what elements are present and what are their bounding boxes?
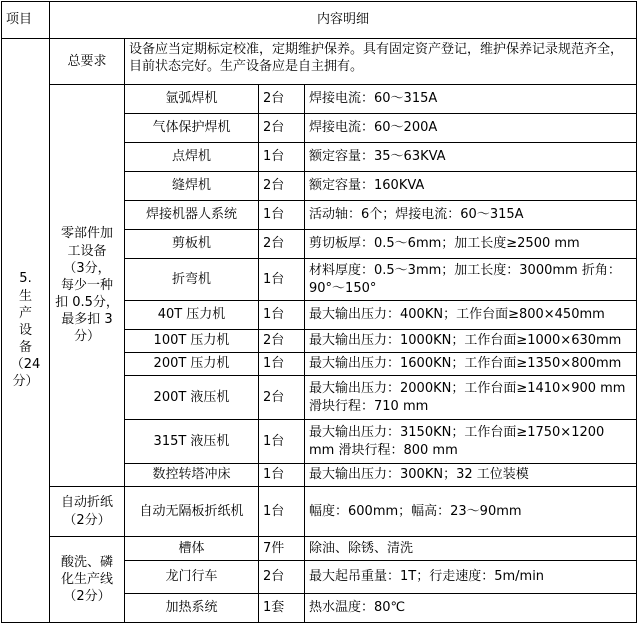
- equipment-qty: 1台: [259, 487, 305, 537]
- equipment-qty: 1台: [259, 464, 305, 487]
- equipment-spec: 最大输出压力：300KN；32 工位装模: [305, 464, 637, 487]
- equipment-qty: 2台: [259, 330, 305, 353]
- equipment-spec: 焊接电流：60～315A: [305, 85, 637, 114]
- equipment-spec: 最大起吊重量：1T；行走速度：5m/min: [305, 561, 637, 594]
- equipment-row: [2, 85, 637, 114]
- equipment-qty: 1台: [259, 143, 305, 172]
- equipment-name: 加热系统: [125, 594, 259, 623]
- equipment-name: 折弯机: [125, 259, 259, 301]
- equipment-row: [2, 537, 637, 561]
- general-label: 总要求: [50, 39, 125, 85]
- equipment-spec: 材料厚度：0.5～3mm；加工长度：3000mm 折角：90°～150°: [305, 259, 637, 301]
- equipment-name: 缝焊机: [125, 172, 259, 201]
- equipment-name: 100T 压力机: [125, 330, 259, 353]
- equipment-qty: 2台: [259, 376, 305, 420]
- equipment-qty: 1台: [259, 420, 305, 464]
- equipment-name: 200T 液压机: [125, 376, 259, 420]
- equipment-spec: 最大输出压力：1000KN；工作台面≥1000×630mm: [305, 330, 637, 353]
- equipment-name: 315T 液压机: [125, 420, 259, 464]
- equipment-spec: 最大输出压力：400KN；工作台面≥800×450mm: [305, 301, 637, 330]
- equipment-row: [2, 487, 637, 537]
- header-item: 项目: [2, 2, 50, 39]
- general-text: 设备应当定期标定校准，定期维护保养。具有固定资产登记，维护保养记录规范齐全，目前状态完好。生产设备应是自主拥有。: [125, 39, 637, 85]
- equipment-spec: 剪切板厚：0.5～6mm；加工长度≥2500 mm: [305, 230, 637, 259]
- equipment-name: 氩弧焊机: [125, 85, 259, 114]
- equipment-spec: 热水温度：80℃: [305, 594, 637, 623]
- equipment-name: 点焊机: [125, 143, 259, 172]
- equipment-spec: 幅度：600mm；幅高：23～90mm: [305, 487, 637, 537]
- equipment-name: 40T 压力机: [125, 301, 259, 330]
- equipment-spec: 最大输出压力：1600KN；工作台面≥1350×800mm: [305, 353, 637, 376]
- equipment-qty: 2台: [259, 230, 305, 259]
- section-label: 5. 生 产 设 备 （24 分）: [2, 39, 50, 623]
- equipment-qty: 1台: [259, 259, 305, 301]
- equipment-spec: 额定容量：160KVA: [305, 172, 637, 201]
- equipment-qty: 2台: [259, 114, 305, 143]
- equipment-name: 自动无隔板折纸机: [125, 487, 259, 537]
- header-content: 内容明细: [50, 2, 637, 39]
- equipment-qty: 2台: [259, 85, 305, 114]
- equipment-qty: 2台: [259, 172, 305, 201]
- group-label-parts: 零部件加 工设备 （3分， 每少一种 扣 0.5分， 最多扣 3 分）: [50, 85, 125, 487]
- equipment-table: [1, 1, 637, 623]
- equipment-spec: 最大输出压力：2000KN；工作台面≥1410×900 mm 滑块行程：710 mm: [305, 376, 637, 420]
- equipment-qty: 2台: [259, 561, 305, 594]
- equipment-name: 数控转塔冲床: [125, 464, 259, 487]
- equipment-spec: 活动轴：6个；焊接电流：60～315A: [305, 201, 637, 230]
- group-label-phosphating: 酸洗、磷 化生产线 （2分）: [50, 537, 125, 623]
- header-row: [2, 2, 637, 39]
- equipment-name: 焊接机器人系统: [125, 201, 259, 230]
- equipment-name: 200T 压力机: [125, 353, 259, 376]
- equipment-spec: 额定容量：35～63KVA: [305, 143, 637, 172]
- group-label-folding: 自动折纸 （2分）: [50, 487, 125, 537]
- general-row: [2, 39, 637, 85]
- equipment-qty: 1台: [259, 201, 305, 230]
- equipment-name: 槽体: [125, 537, 259, 561]
- equipment-spec: 最大输出压力：3150KN；工作台面≥1750×1200 mm 滑块行程：800 mm: [305, 420, 637, 464]
- equipment-qty: 7件: [259, 537, 305, 561]
- equipment-name: 龙门行车: [125, 561, 259, 594]
- equipment-qty: 1台: [259, 353, 305, 376]
- equipment-qty: 1台: [259, 301, 305, 330]
- equipment-spec: 焊接电流：60～200A: [305, 114, 637, 143]
- equipment-name: 剪板机: [125, 230, 259, 259]
- equipment-name: 气体保护焊机: [125, 114, 259, 143]
- equipment-spec: 除油、除锈、清洗: [305, 537, 637, 561]
- equipment-qty: 1套: [259, 594, 305, 623]
